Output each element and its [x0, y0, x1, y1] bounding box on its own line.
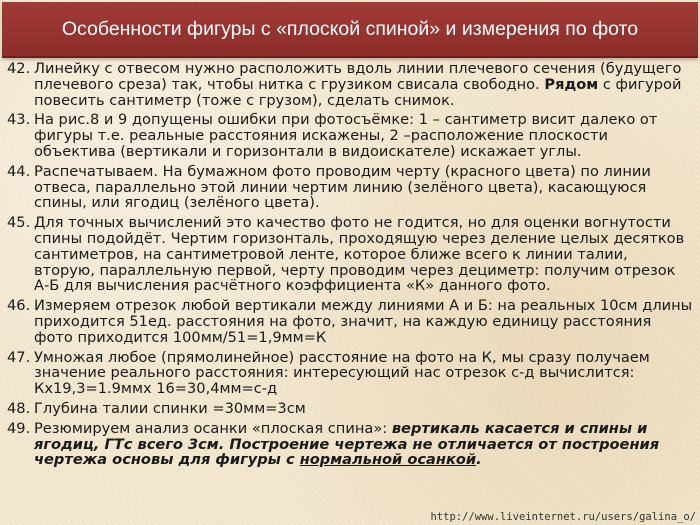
item-text: Линейку с отвесом нужно расположить вдоль линии плечевого сечения (будущего плечевого среза) так, чтобы нитка с грузиком свисала свободно. Рядом с фигурой повесить сантиметр (тоже с грузом), сделать снимок.	[34, 60, 682, 109]
conclusion-text: вертикаль касается и спины и ягодиц, ГТс всего 3см. Построение чертежа не отличается от построения чертежа основы для фигуры с	[34, 419, 660, 469]
item-number: 48.	[7, 399, 31, 417]
item-text: Умножая любое (прямолинейное) расстояние на фото на К, мы сразу получаем значение реального расстояния: интересующий нас отрезок с-д вычислится: Кх19,3=1.9ммх 16=30,4мм=с-д	[34, 348, 650, 398]
item-number: 43.	[7, 111, 31, 129]
item-number: 49.	[7, 419, 31, 437]
list-item	[7, 350, 693, 397]
item-number: 44.	[7, 162, 31, 180]
list-item	[7, 61, 693, 108]
item-text: Резюмируем анализ осанки «плоская спина»: вертикаль касается и спины и ягодиц, ГТс всего 3см. Построение чертежа не отличается от построения чертежа основы для фигуры с нормальной осанкой.	[34, 419, 660, 469]
item-number: 47.	[7, 348, 31, 366]
list-item	[7, 421, 693, 468]
list-item	[7, 401, 693, 417]
item-text: Для точных вычислений это качество фото не годится, но для оценки вогнутости спины подойдёт. Чертим горизонталь, проходящую через деление целых десятков сантиметров, на сантиметровой ленте, которое ближе всего к линии талии, вторую, параллельную первой, черту проводим через дециметр: получим отрезок А-Б для вычисления расчётного коэффициента «К» данного фото.	[34, 214, 685, 295]
item-text: Измеряем отрезок любой вертикали между линиями А и Б: на реальных 10см длины приходится 51ед. расстояния на фото, значит, на каждую единицу расстояния фото приходится 100мм/51=1,9мм=К	[34, 297, 693, 346]
item-text: Распечатываем. На бумажном фото проводим черту (красного цвета) по линии отвеса, параллельно этой линии чертим линию (зелёного цвета), касающуюся спины, или ягодиц (зелёного цвета).	[34, 162, 651, 212]
item-number: 45.	[7, 214, 31, 232]
title-bar	[2, 2, 698, 58]
list-item	[7, 215, 693, 294]
list-item	[7, 164, 693, 211]
item-number: 46.	[7, 297, 31, 315]
list-item	[7, 298, 693, 345]
normal-posture-text: нормальной осанкой	[299, 451, 477, 469]
emphasis-text: Рядом	[544, 75, 599, 93]
item-text: Глубина талии спинки =30мм=3см	[34, 399, 306, 417]
list-item	[7, 112, 693, 159]
item-number: 42.	[7, 60, 31, 77]
numbered-list	[7, 61, 693, 472]
item-text: На рис.8 и 9 допущены ошибки при фотосъёмке: 1 – сантиметр висит далеко от фигуры т.е. реальные расстояния искажены, 2 –расположение плоскости объектива (вертикали и горизонтали в видоискателе) искажает углы.	[34, 111, 658, 160]
source-watermark: http://www.liveinternet.ru/users/galina_o/	[430, 511, 696, 523]
page-title: Особенности фигуры с «плоской спиной» и измерения по фото	[61, 17, 639, 40]
